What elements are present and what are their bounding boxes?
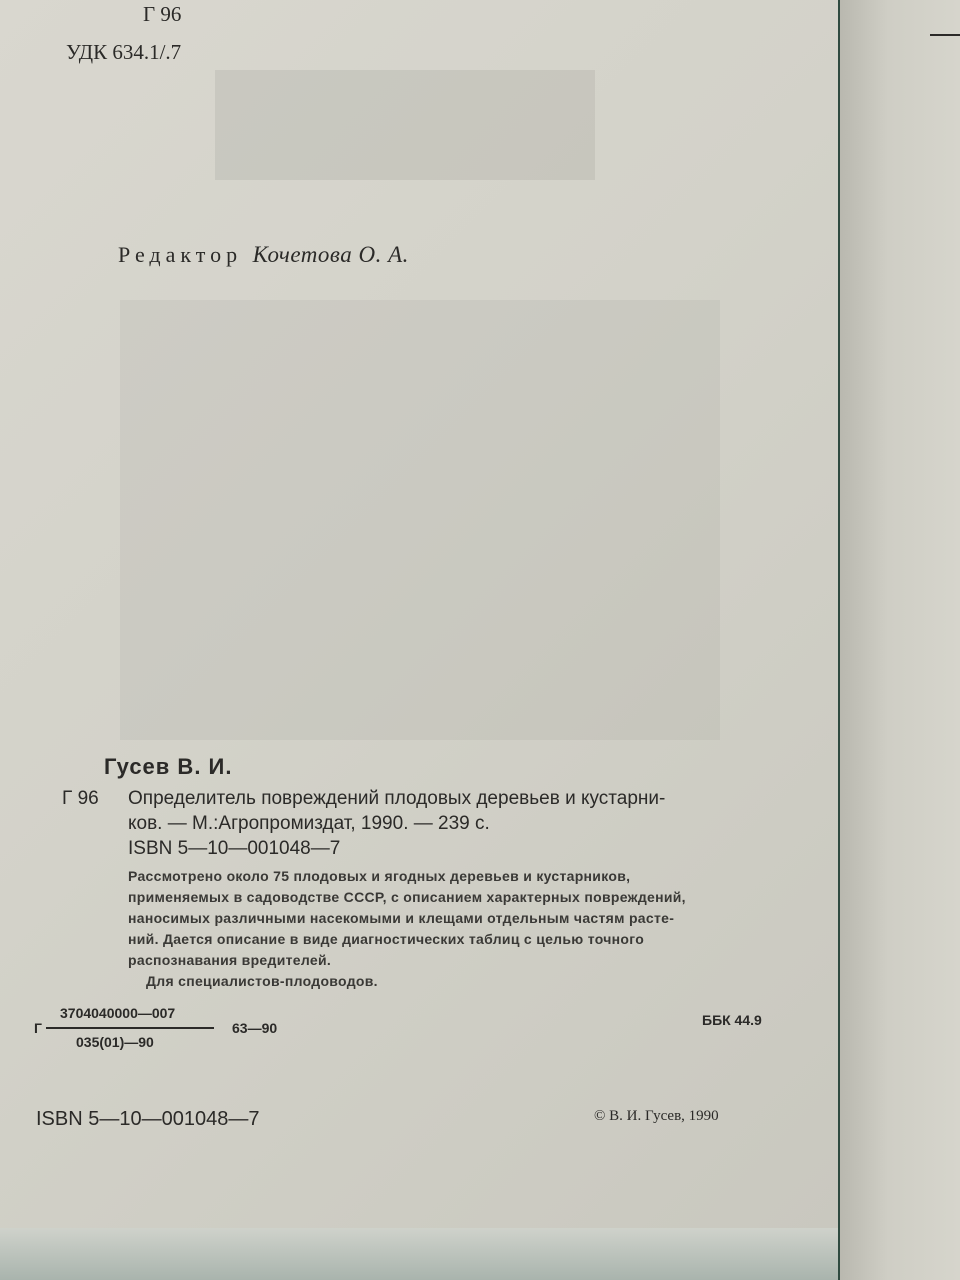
abstract-line-3: наносимых различными насекомыми и клещами отдельным частям расте-: [128, 910, 675, 926]
record-author: Гусев В. И.: [104, 754, 233, 779]
record-title-line1: Определитель повреждений плодовых деревьев и кустарни-: [128, 788, 666, 809]
catalog-code: Г 96: [143, 2, 182, 26]
record-title-line2: ков. — М.:Агропромиздат, 1990. — 239 с.: [128, 813, 490, 834]
record-code: Г 96: [62, 788, 99, 809]
fraction-suffix: 63—90: [232, 1020, 278, 1036]
show-through-text: [120, 300, 720, 740]
page-edge: [0, 1228, 838, 1280]
adjacent-page: [840, 0, 960, 1280]
audience-note: Для специалистов-плодоводов.: [146, 973, 378, 989]
abstract-line-1: Рассмотрено около 75 плодовых и ягодных деревьев и кустарников,: [128, 868, 631, 884]
fraction-numerator: 3704040000—007: [60, 1005, 176, 1021]
bbk-code: ББК 44.9: [702, 1012, 762, 1028]
abstract-line-5: распознавания вредителей.: [128, 952, 332, 968]
adjacent-page-rule: [930, 34, 960, 36]
abstract-line-2: применяемых в садоводстве СССР, с описанием характерных повреждений,: [128, 889, 686, 905]
abstract-line-4: ний. Дается описание в виде диагностических таблиц с целью точного: [128, 931, 645, 947]
fraction-prefix: Г: [34, 1020, 42, 1036]
record-isbn: ISBN 5—10—001048—7: [128, 838, 341, 859]
fraction-denominator: 035(01)—90: [76, 1034, 154, 1050]
show-through-block: [215, 70, 595, 180]
editor-name: Кочетова О. А.: [252, 242, 409, 267]
copyright: © В. И. Гусев, 1990: [594, 1108, 719, 1124]
footer-isbn: ISBN 5—10—001048—7: [36, 1108, 260, 1130]
editor-label: Редактор: [118, 242, 243, 267]
editor-line: [118, 242, 409, 268]
udk-code: УДК 634.1/.7: [66, 40, 182, 64]
fraction-bar: [46, 1027, 214, 1029]
